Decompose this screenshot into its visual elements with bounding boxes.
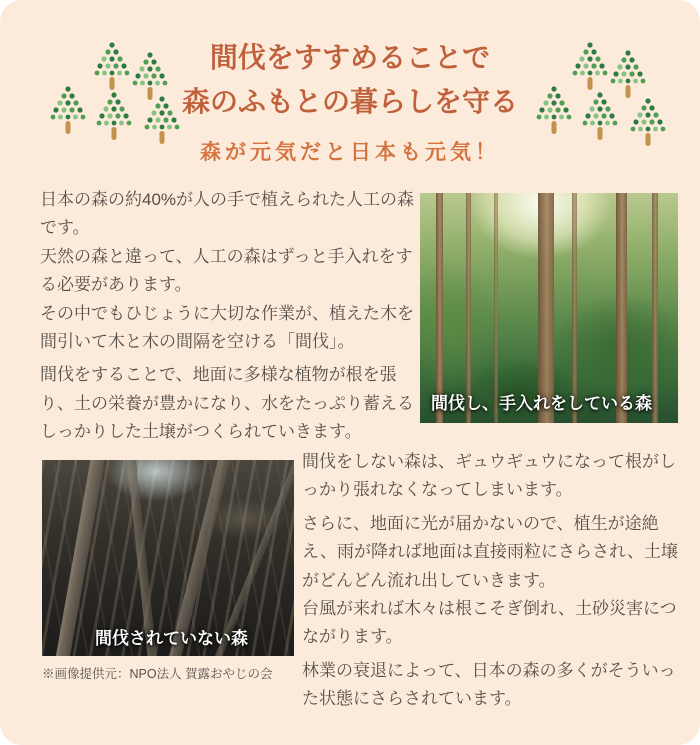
image-credit: ※画像提供元：NPO法人 賀露おやじの会 [42, 667, 273, 681]
paragraph: さらに、地面に光が届かないので、植生が途絶え、雨が降れば地面は直接雨粒にさらされ、土壌がどんどん流れ出していきます。 [302, 513, 679, 590]
paragraph: 間伐をしない森は、ギュウギュウになって根がしっかり張れなくなってしまいます。 [302, 452, 676, 500]
photo-caption-unthinned: 間伐されていない森 [95, 629, 248, 648]
page-title-line2: 森のふもとの暮らしを守る [181, 86, 518, 117]
page-title [0, 36, 700, 124]
page-title-line1: 間伐をすすめることで [209, 42, 491, 73]
paragraph: 日本の森の約40%が人の手で植えられた人工の森です。 [40, 190, 415, 238]
unthinned-forest-photo [42, 460, 294, 656]
tree-trunk-shape [652, 193, 658, 423]
paragraph: その中でもひじょうに大切な作業が、植えた木を間引いて木と木の間隔を空ける「間伐」。 [40, 303, 414, 352]
thinned-forest-text [40, 186, 424, 447]
paragraph: 間伐をすることで、地面に多様な植物が根を張り、土の栄養が豊かになり、水をたっぷり蓄えるしっかりした土壌がつくられていきます。 [40, 365, 414, 442]
photo-caption-thinned: 間伐し、手入れをしている森 [431, 394, 652, 413]
paragraph: 林業の衰退によって、日本の森の多くがそういった状態にさらされています。 [302, 660, 676, 709]
paragraph: 天然の森と違って、人工の森はずっと手入れをする必要があります。 [40, 246, 413, 295]
page-subtitle: 森が元気だと日本も元気！ [200, 141, 500, 164]
thinned-forest-photo [420, 193, 678, 423]
paragraph: 台風が来れば木々は根こそぎ倒れ、土砂災害につながります。 [302, 599, 677, 647]
unthinned-forest-text [302, 448, 686, 714]
